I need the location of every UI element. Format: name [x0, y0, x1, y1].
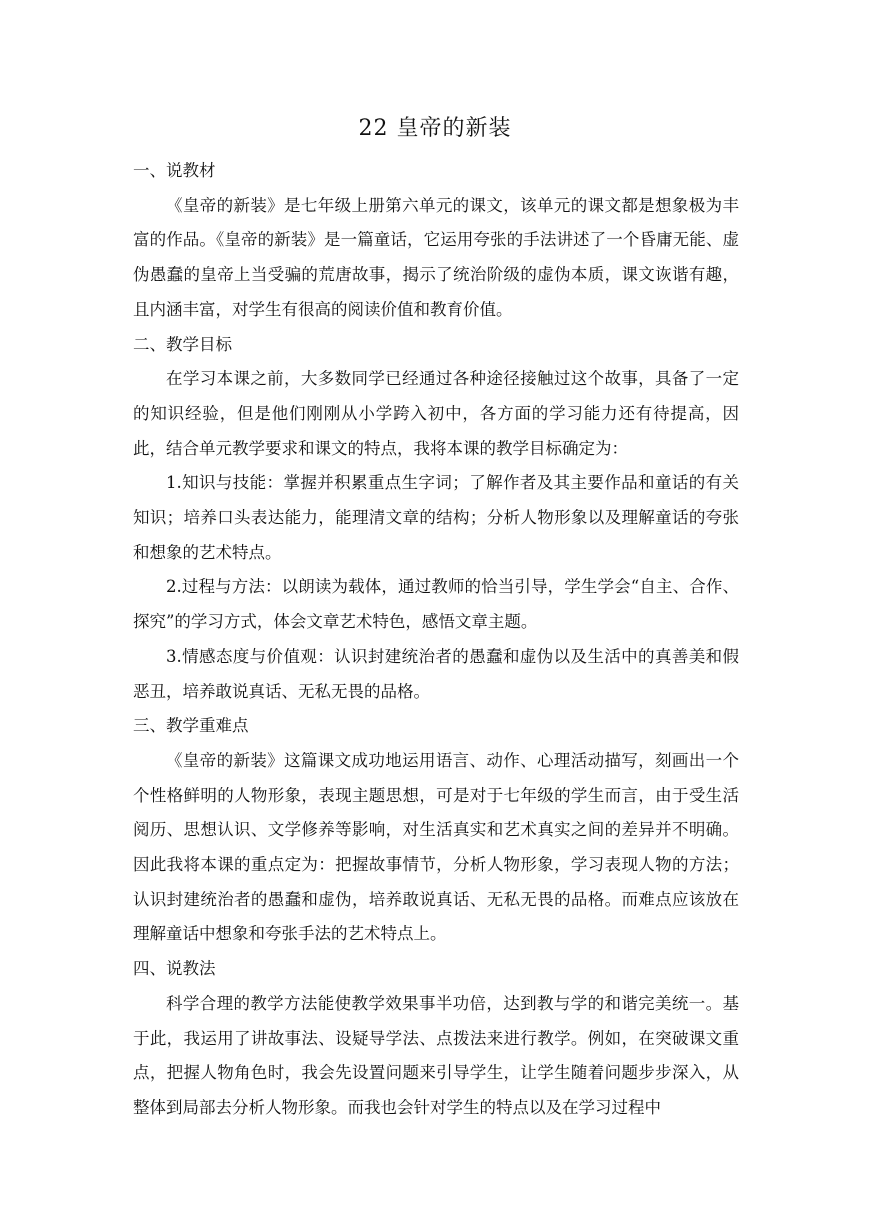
- paragraph-methods: 科学合理的教学方法能使教学效果事半功倍，达到教与学的和谐完美统一。基于此，我运用了讲故事法、设疑导学法、点拨法来进行教学。例如，在突破课文重点，把握人物角色时，我会先设置问题来引导学生，让学生随着问题步步深入，从整体到局部去分析人物形象。而我也会针对学生的特点以及在学习过程中: [133, 993, 739, 1117]
- section-heading-objectives: 二、教学目标: [133, 334, 232, 354]
- paragraph-objectives-intro: 在学习本课之前，大多数同学已经通过各种途径接触过这个故事，具备了一定的知识经验，但是他们刚刚从小学跨入初中，各方面的学习能力还有待提高，因此，结合单元教学要求和课文的特点，我将本课的教学目标确定为：: [133, 369, 739, 458]
- paragraph-textbook: 《皇帝的新装》是七年级上册第六单元的课文，该单元的课文都是想象极为丰富的作品。《皇帝的新装》是一篇童话，它运用夸张的手法讲述了一个昏庸无能、虚伪愚蠢的皇帝上当受骗的荒唐故事，揭示了统治阶级的虚伪本质，课文诙谐有趣，且内涵丰富，对学生有很高的阅读价值和教育价值。: [133, 195, 739, 319]
- paragraph-objective-knowledge: 1.知识与技能：掌握并积累重点生字词；了解作者及其主要作品和童话的有关知识；培养口头表达能力，能理清文章的结构；分析人物形象以及理解童话的夸张和想象的艺术特点。: [133, 473, 739, 562]
- document-body: [133, 154, 739, 1126]
- paragraph-objective-process: 2.过程与方法：以朗读为载体，通过教师的恰当引导，学生学会“自主、合作、探究”的学习方式，体会文章艺术特色，感悟文章主题。: [133, 577, 739, 632]
- section-heading-key-points: 三、教学重难点: [133, 716, 249, 736]
- section-heading-methods: 四、说教法: [133, 959, 216, 979]
- paragraph-key-points: 《皇帝的新装》这篇课文成功地运用语言、动作、心理活动描写，刻画出一个个性格鲜明的人物形象，表现主题思想，可是对于七年级的学生而言，由于受生活阅历、思想认识、文学修养等影响，对生活真实和艺术真实之间的差异并不明确。因此我将本课的重点定为：把握故事情节，分析人物形象，学习表现人物的方法；认识封建统治者的愚蠢和虚伪，培养敢说真话、无私无畏的品格。而难点应该放在理解童话中想象和夸张手法的艺术特点上。: [133, 750, 739, 944]
- document-title: 22 皇帝的新装: [358, 116, 512, 141]
- paragraph-objective-values: 3.情感态度与价值观：认识封建统治者的愚蠢和虚伪以及生活中的真善美和假恶丑，培养敢说真话、无私无畏的品格。: [133, 646, 739, 701]
- section-heading-textbook: 一、说教材: [133, 161, 216, 180]
